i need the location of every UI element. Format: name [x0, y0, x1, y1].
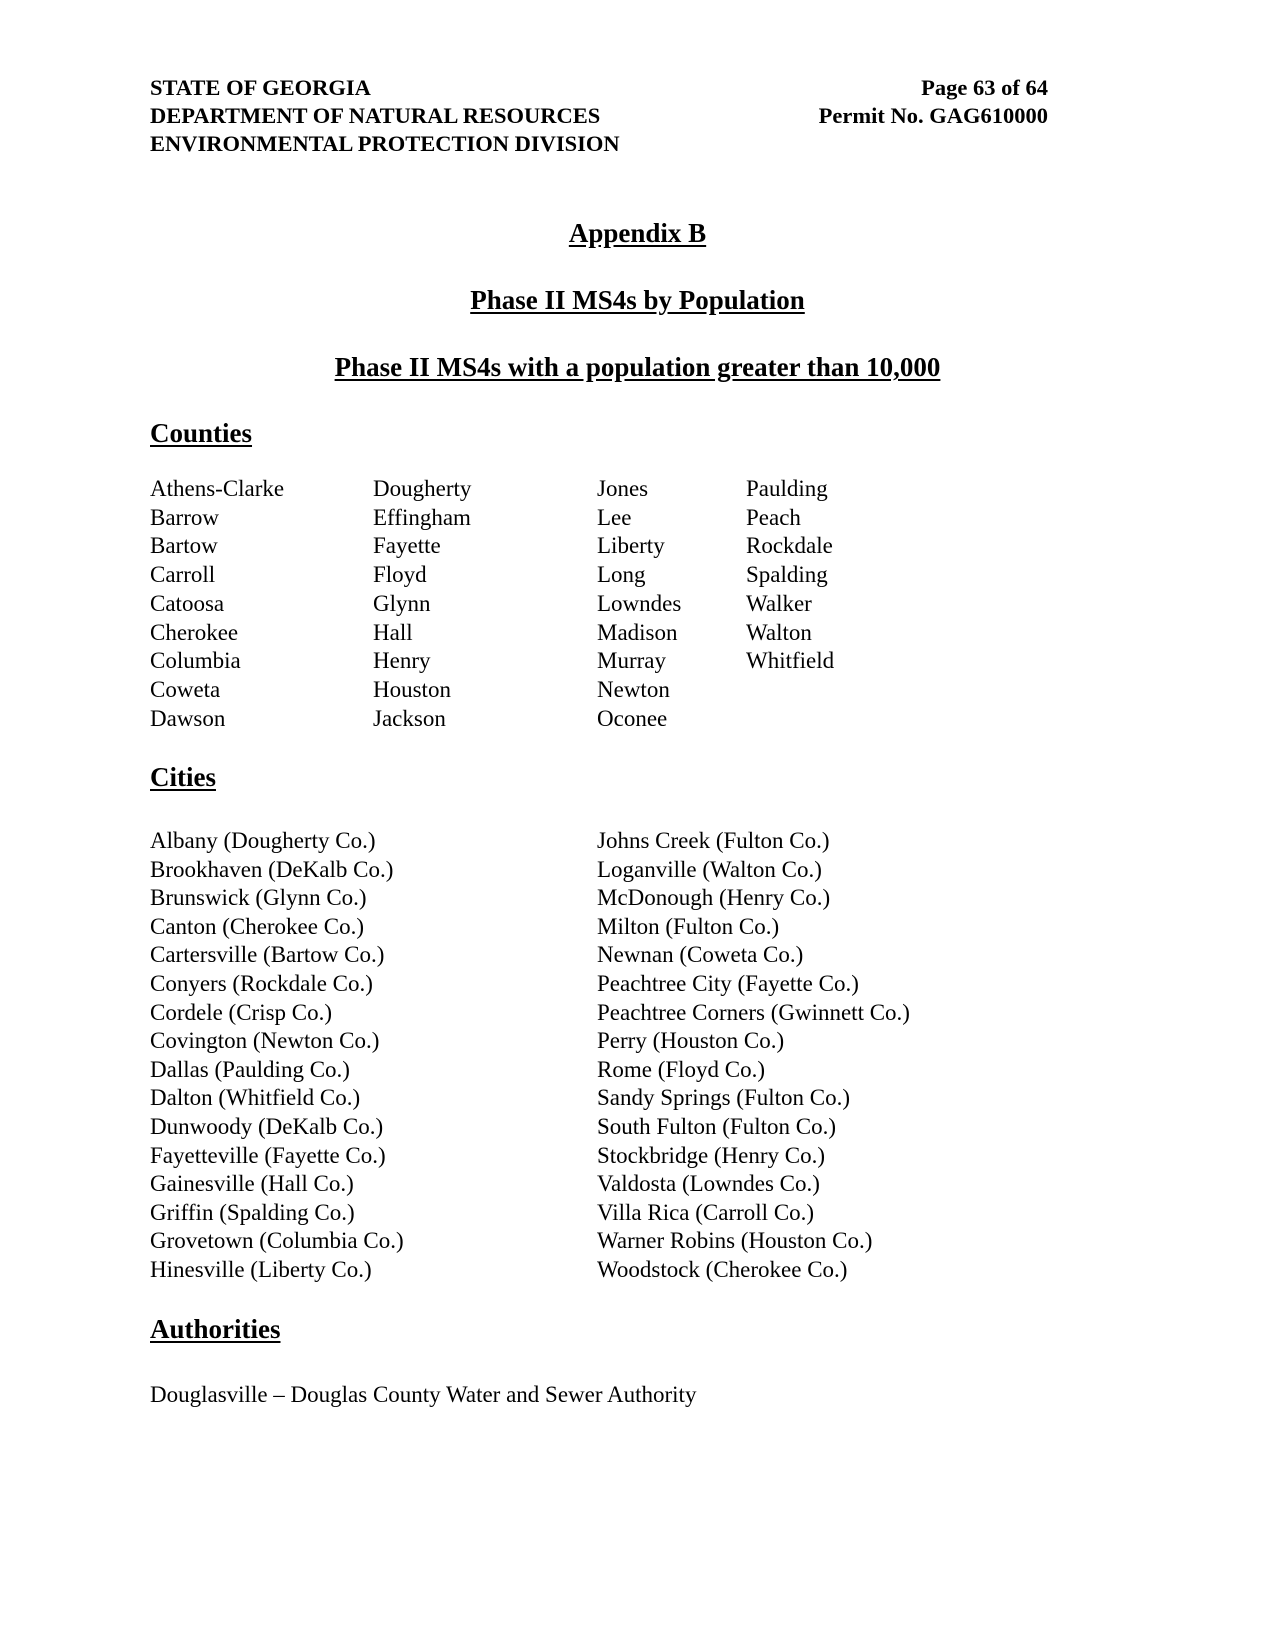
agency-division: ENVIRONMENTAL PROTECTION DIVISION	[150, 131, 620, 156]
county-item: Whitfield	[746, 648, 835, 674]
county-item: Jackson	[373, 705, 446, 731]
county-item: Bartow	[150, 533, 218, 559]
county-item: Lee	[597, 504, 632, 530]
county-item: Paulding	[746, 476, 828, 501]
county-item: Spalding	[746, 562, 828, 588]
county-item: Catoosa	[150, 590, 225, 616]
city-item: McDonough (Henry Co.)	[597, 885, 831, 911]
counties-column-3	[597, 475, 681, 733]
cities-heading: Cities	[150, 762, 216, 792]
county-item: Murray	[597, 648, 666, 674]
city-item: Warner Robins (Houston Co.)	[597, 1228, 873, 1254]
city-item: Dalton (Whitfield Co.)	[150, 1085, 361, 1111]
county-item: Fayette	[373, 533, 441, 559]
permit-number: Permit No. GAG610000	[818, 103, 1048, 128]
page-number: Page 63 of 64	[921, 75, 1048, 100]
city-item: Brunswick (Glynn Co.)	[150, 885, 367, 911]
section-title: Phase II MS4s with a population greater than 10,000	[334, 352, 941, 382]
agency-department: DEPARTMENT OF NATURAL RESOURCES	[150, 103, 601, 128]
authority-item: Douglasville – Douglas County Water and Sewer Authority	[150, 1382, 697, 1407]
city-item: Loganville (Walton Co.)	[597, 856, 822, 882]
city-item: Canton (Cherokee Co.)	[150, 913, 364, 939]
county-item: Houston	[373, 676, 451, 702]
county-item: Floyd	[373, 562, 427, 588]
county-item: Hall	[373, 619, 413, 645]
county-item: Henry	[373, 648, 431, 674]
county-item: Lowndes	[597, 590, 682, 616]
city-item: Fayetteville (Fayette Co.)	[150, 1142, 386, 1168]
city-item: Johns Creek (Fulton Co.)	[597, 828, 830, 853]
city-item: Cordele (Crisp Co.)	[150, 999, 333, 1025]
county-item: Walker	[746, 590, 812, 616]
counties-column-1	[150, 475, 284, 733]
city-item: Dunwoody (DeKalb Co.)	[150, 1113, 384, 1139]
city-item: Peachtree Corners (Gwinnett Co.)	[597, 999, 910, 1025]
city-item: Newnan (Coweta Co.)	[597, 942, 804, 968]
county-item: Columbia	[150, 648, 241, 674]
cities-column-1	[150, 827, 404, 1285]
city-item: South Fulton (Fulton Co.)	[597, 1113, 836, 1139]
county-item: Dougherty	[373, 476, 472, 501]
city-item: Covington (Newton Co.)	[150, 1028, 380, 1054]
city-item: Brookhaven (DeKalb Co.)	[150, 856, 394, 882]
authorities-heading: Authorities	[150, 1314, 281, 1344]
county-item: Peach	[746, 504, 801, 530]
city-item: Dallas (Paulding Co.)	[150, 1056, 350, 1082]
county-item: Dawson	[150, 705, 226, 731]
agency-block	[150, 74, 620, 158]
city-item: Gainesville (Hall Co.)	[150, 1171, 354, 1197]
county-item: Walton	[746, 619, 812, 645]
city-item: Woodstock (Cherokee Co.)	[597, 1256, 848, 1282]
city-item: Valdosta (Lowndes Co.)	[597, 1171, 820, 1197]
city-item: Milton (Fulton Co.)	[597, 913, 780, 939]
county-item: Cherokee	[150, 619, 239, 645]
city-item: Peachtree City (Fayette Co.)	[597, 970, 859, 996]
page-info-block	[819, 74, 1048, 130]
county-item: Jones	[597, 476, 649, 501]
city-item: Cartersville (Bartow Co.)	[150, 942, 385, 968]
appendix-title: Appendix B	[568, 218, 707, 248]
counties-column-2	[373, 475, 471, 733]
city-item: Albany (Dougherty Co.)	[150, 828, 376, 853]
counties-heading: Counties	[150, 418, 253, 448]
county-item: Glynn	[373, 590, 431, 616]
county-item: Coweta	[150, 676, 221, 702]
city-item: Perry (Houston Co.)	[597, 1028, 785, 1054]
county-item: Madison	[597, 619, 678, 645]
county-item: Rockdale	[746, 533, 833, 559]
county-item: Long	[597, 562, 646, 588]
city-item: Stockbridge (Henry Co.)	[597, 1142, 826, 1168]
county-item: Barrow	[150, 504, 219, 530]
county-item: Oconee	[597, 705, 668, 731]
county-item: Effingham	[373, 504, 471, 530]
county-item: Athens-Clarke	[150, 476, 285, 501]
city-item: Sandy Springs (Fulton Co.)	[597, 1085, 851, 1111]
city-item: Griffin (Spalding Co.)	[150, 1199, 355, 1225]
county-item: Newton	[597, 676, 670, 702]
county-item: Carroll	[150, 562, 216, 588]
city-item: Grovetown (Columbia Co.)	[150, 1228, 404, 1254]
document-subtitle: Phase II MS4s by Population	[470, 285, 805, 315]
agency-state: STATE OF GEORGIA	[150, 75, 371, 100]
city-item: Conyers (Rockdale Co.)	[150, 970, 373, 996]
counties-column-4	[746, 475, 834, 676]
city-item: Villa Rica (Carroll Co.)	[597, 1199, 815, 1225]
city-item: Hinesville (Liberty Co.)	[150, 1256, 372, 1282]
cities-column-2	[597, 827, 910, 1285]
county-item: Liberty	[597, 533, 665, 559]
city-item: Rome (Floyd Co.)	[597, 1056, 766, 1082]
